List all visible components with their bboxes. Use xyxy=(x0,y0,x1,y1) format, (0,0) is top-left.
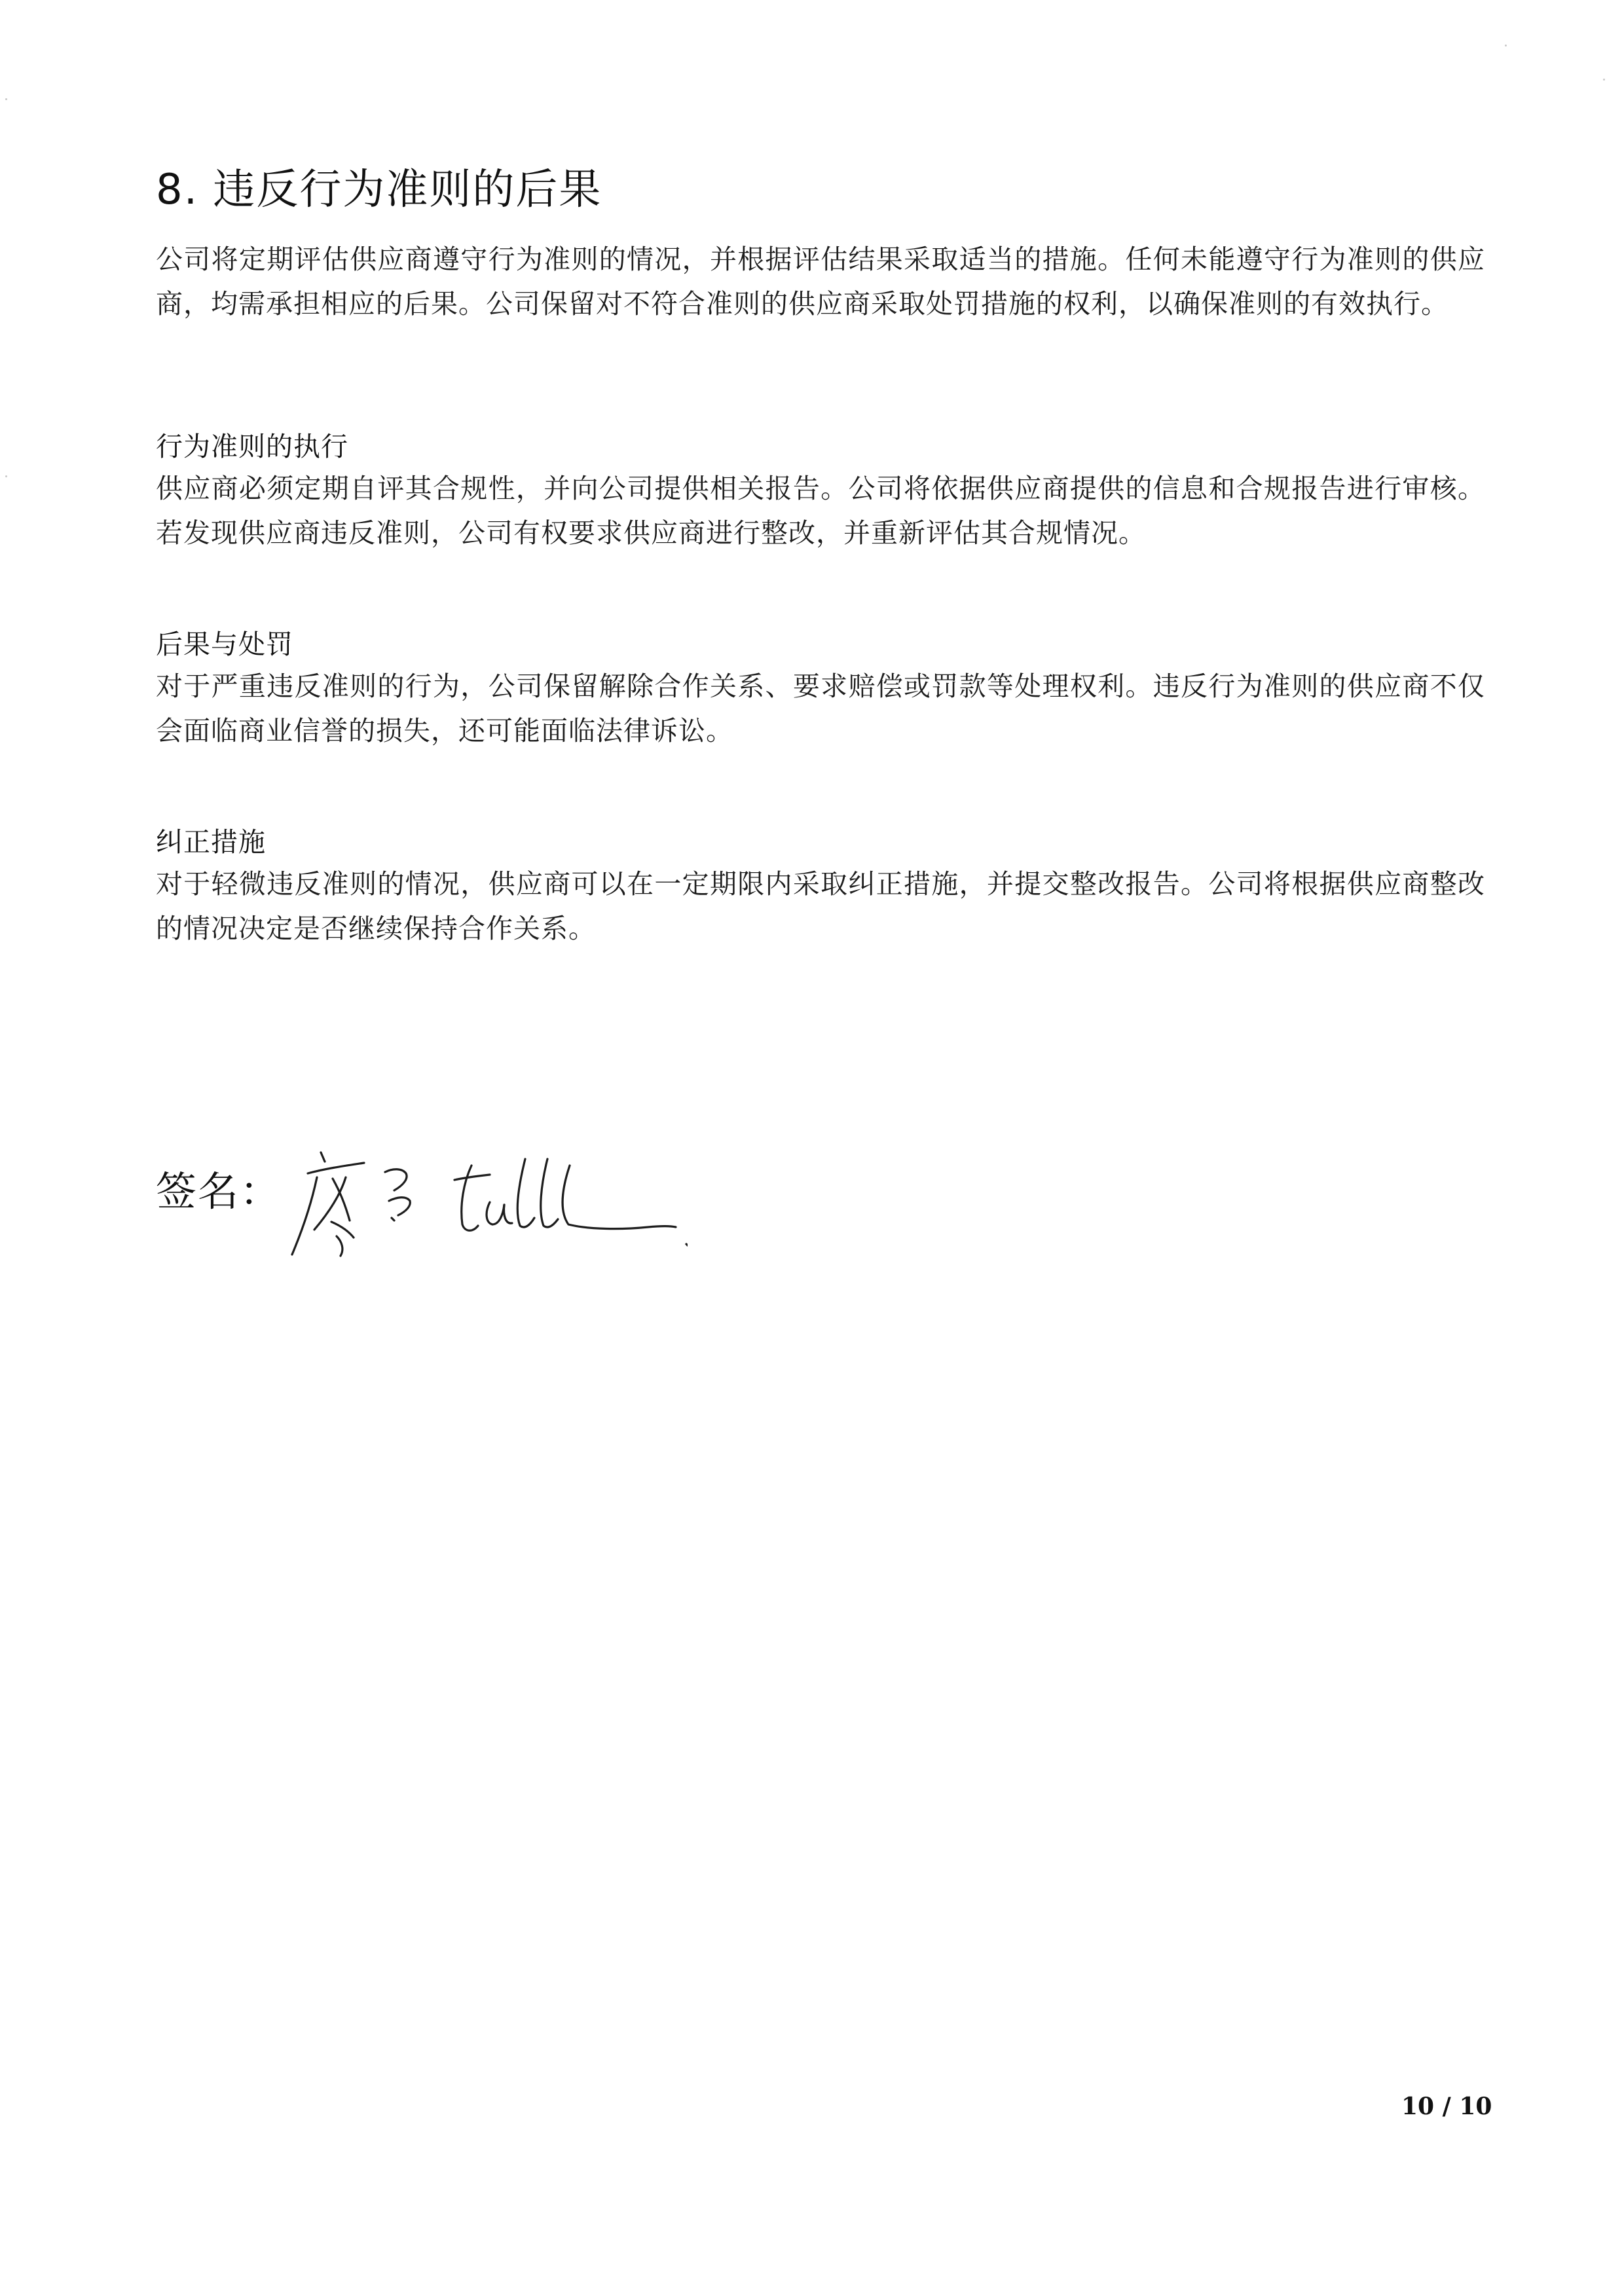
subsection-title-enforcement: 行为准则的执行 xyxy=(156,431,348,462)
page-number: 10 / 10 xyxy=(1401,2093,1492,2120)
subsection-title-penalties: 后果与处罚 xyxy=(156,629,293,660)
section-heading: 8. 违反行为准则的后果 xyxy=(156,166,602,214)
subsection-body-enforcement: 供应商必须定期自评其合规性，并向公司提供相关报告。公司将依据供应商提供的信息和合规报告进行审核。若发现供应商违反准则，公司有权要求供应商进行整改，并重新评估其合规情况。 xyxy=(156,473,1485,549)
subsection-title-corrective: 纠正措施 xyxy=(156,826,266,858)
scan-speck xyxy=(1603,79,1605,81)
subsection-body-penalties: 对于严重违反准则的行为，公司保留解除合作关系、要求赔偿或罚款等处理权利。违反行为准则的供应商不仅会面临商业信誉的损失，还可能面临法律诉讼。 xyxy=(156,670,1485,746)
scan-speck xyxy=(5,475,7,477)
section-intro-paragraph: 公司将定期评估供应商遵守行为准则的情况，并根据评估结果采取适当的措施。任何未能遵守行为准则的供应商，均需承担相应的后果。公司保留对不符合准则的供应商采取处罚措施的权利，以确保准则的有效执行。 xyxy=(156,244,1485,320)
scan-speck xyxy=(5,98,7,100)
scan-speck xyxy=(1505,45,1507,46)
handwritten-signature-icon xyxy=(282,1139,688,1270)
subsection-body-corrective: 对于轻微违反准则的情况，供应商可以在一定期限内采取纠正措施，并提交整改报告。公司将根据供应商整改的情况决定是否继续保持合作关系。 xyxy=(156,868,1485,944)
signature-label: 签名： xyxy=(156,1167,282,1215)
